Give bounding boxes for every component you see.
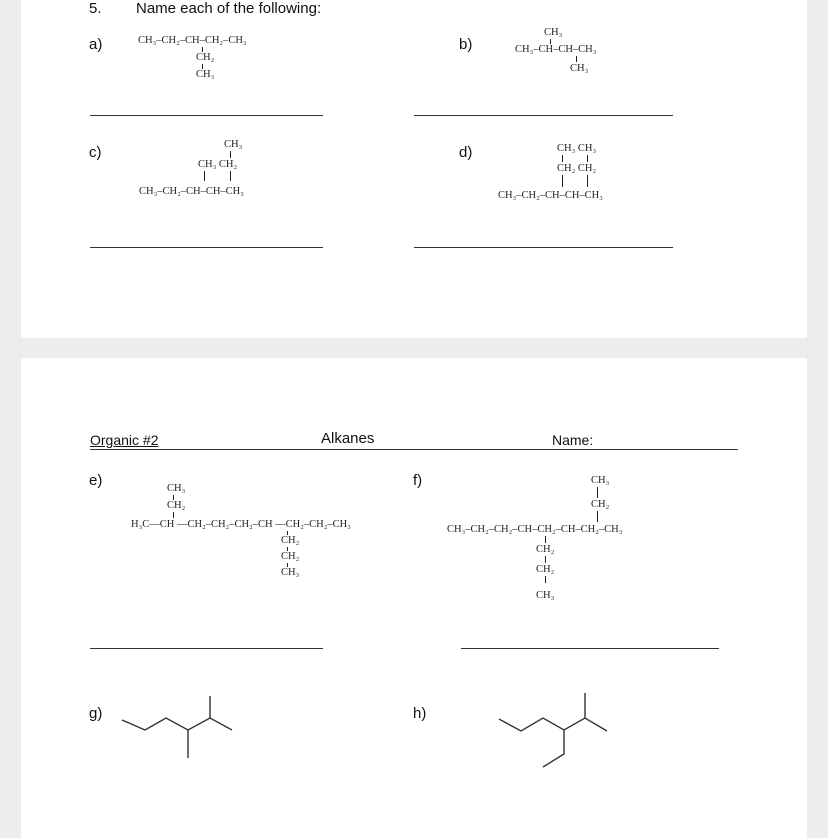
structure-e-main-chain: H₃C—CH —CH₂–CH₂–CH₂–CH —CH₂–CH₂–CH₃ — [131, 519, 351, 530]
structure-f-down-3: CH₃ — [536, 590, 555, 601]
question-number: 5. — [89, 0, 102, 17]
structure-f-down-1: CH₂ — [536, 544, 555, 555]
answer-line-d — [414, 247, 673, 248]
structure-e-down-3: CH₃ — [281, 567, 300, 578]
structure-d-top: CH₃ CH₃ — [557, 143, 597, 154]
label-g: g) — [89, 705, 103, 722]
structure-d-main-chain: CH₃–CH₂–CH–CH–CH₃ — [498, 190, 603, 201]
worksheet-header-left: Organic #2 — [90, 432, 159, 448]
label-a: a) — [89, 36, 103, 53]
structure-c-main-chain: CH₃–CH₂–CH–CH–CH₃ — [139, 186, 244, 197]
label-e: e) — [89, 472, 103, 489]
label-d: d) — [459, 144, 473, 161]
answer-line-c — [90, 247, 323, 248]
structure-e-up-2: CH₂ — [167, 500, 186, 511]
answer-line-b — [414, 115, 673, 116]
structure-d-middle: CH₂ CH₂ — [557, 163, 597, 174]
bond-line — [587, 155, 588, 162]
structure-f-main-chain: CH₃–CH₂–CH₂–CH–CH₂–CH–CH₂–CH₃ — [447, 524, 623, 535]
question-title: Name each of the following: — [136, 0, 322, 17]
bond-line — [499, 718, 607, 731]
structure-e-down-1: CH₂ — [281, 535, 300, 546]
label-f: f) — [413, 472, 423, 489]
label-c: c) — [89, 144, 102, 161]
worksheet-page-1 — [21, 0, 807, 338]
bond-line — [576, 56, 577, 62]
structure-b-bottom: CH₃ — [570, 63, 589, 74]
structure-a-branch-1: CH₂ — [196, 52, 215, 63]
bond-line — [562, 175, 563, 187]
bond-line — [204, 171, 205, 181]
structure-a-branch-2: CH₃ — [196, 69, 215, 80]
label-b: b) — [459, 36, 473, 53]
structure-b-top: CH₃ — [544, 27, 563, 38]
skeletal-structure-h — [21, 358, 807, 828]
structure-a-main-chain: CH₃–CH₂–CH–CH₂–CH₃ — [138, 35, 247, 46]
worksheet-header-name-label: Name: — [552, 432, 594, 448]
label-h: h) — [413, 705, 427, 722]
structure-e-down-2: CH₂ — [281, 551, 300, 562]
structure-e-up-1: CH₃ — [167, 483, 186, 494]
worksheet-page-2 — [21, 358, 807, 838]
bond-line — [562, 155, 563, 162]
bond-line — [543, 730, 564, 767]
bond-line — [587, 175, 588, 187]
structure-c-middle: CH₃ CH₂ — [198, 159, 238, 170]
structure-f-up-2: CH₂ — [591, 499, 610, 510]
bond-line — [230, 171, 231, 181]
worksheet-header-title: Alkanes — [321, 430, 375, 447]
structure-c-top: CH₃ — [224, 139, 243, 150]
structure-b-main-chain: CH₃–CH–CH–CH₃ — [515, 44, 597, 55]
structure-f-down-2: CH₂ — [536, 564, 555, 575]
answer-line-a — [90, 115, 323, 116]
structure-f-up-1: CH₃ — [591, 475, 610, 486]
bond-line — [230, 151, 231, 158]
